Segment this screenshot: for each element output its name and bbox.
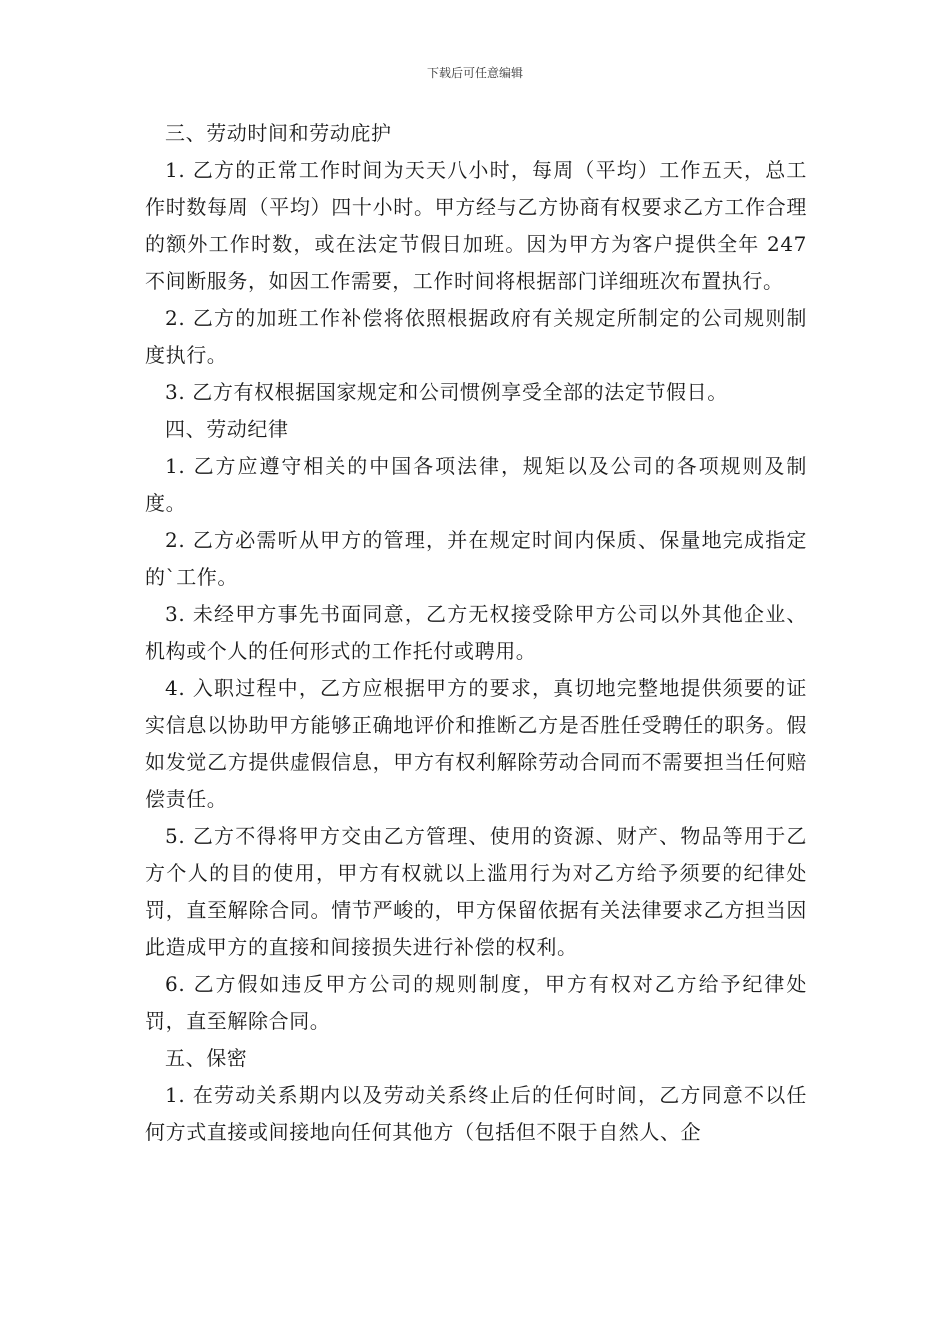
paragraph-4-1: 1. 乙方应遵守相关的中国各项法律，规矩以及公司的各项规则及制度。 xyxy=(145,454,807,515)
paragraph-4-3: 3. 未经甲方事先书面同意，乙方无权接受除甲方公司以外其他企业、机构或个人的任何形式的工作托付或聘用。 xyxy=(145,602,807,663)
paragraph-4-2: 2. 乙方必需听从甲方的管理，并在规定时间内保质、保量地完成指定的`工作。 xyxy=(145,528,807,589)
page-header: 下载后可任意编辑 xyxy=(426,66,523,80)
section-heading-confidentiality: 五、保密 xyxy=(165,1046,248,1070)
section-heading-discipline: 四、劳动纪律 xyxy=(165,417,289,441)
section-heading-labor-time: 三、劳动时间和劳动庇护 xyxy=(165,121,392,145)
paragraph-4-6: 6. 乙方假如违反甲方公司的规则制度，甲方有权对乙方给予纪律处罚，直至解除合同。 xyxy=(145,972,807,1033)
paragraph-4-4: 4. 入职过程中，乙方应根据甲方的要求，真切地完整地提供须要的证实信息以协助甲方能够正确地评价和推断乙方是否胜任受聘任的职务。假如发觉乙方提供虚假信息，甲方有权利解除劳动合同而不需要担当任何赔偿责任。 xyxy=(145,676,807,811)
paragraph-3-1: 1. 乙方的正常工作时间为天天八小时，每周（平均）工作五天，总工作时数每周（平均）四十小时。甲方经与乙方协商有权要求乙方工作合理的额外工作时数，或在法定节假日加班。因为甲方为客户提供全年 247 不间断服务，如因工作需要，工作时间将根据部门详细班次布置执行。 xyxy=(145,158,807,293)
paragraph-5-1: 1. 在劳动关系期内以及劳动关系终止后的任何时间，乙方同意不以任何方式直接或间接地向任何其他方（包括但不限于自然人、企 xyxy=(145,1083,807,1144)
document-body xyxy=(145,115,807,1151)
paragraph-3-3: 3. 乙方有权根据国家规定和公司惯例享受全部的法定节假日。 xyxy=(165,380,728,404)
paragraph-3-2: 2. 乙方的加班工作补偿将依照根据政府有关规定所制定的公司规则制度执行。 xyxy=(145,306,807,367)
paragraph-4-5: 5. 乙方不得将甲方交由乙方管理、使用的资源、财产、物品等用于乙方个人的目的使用，甲方有权就以上滥用行为对乙方给予须要的纪律处罚，直至解除合同。情节严峻的，甲方保留依据有关法律要求乙方担当因此造成甲方的直接和间接损失进行补偿的权利。 xyxy=(145,824,807,959)
